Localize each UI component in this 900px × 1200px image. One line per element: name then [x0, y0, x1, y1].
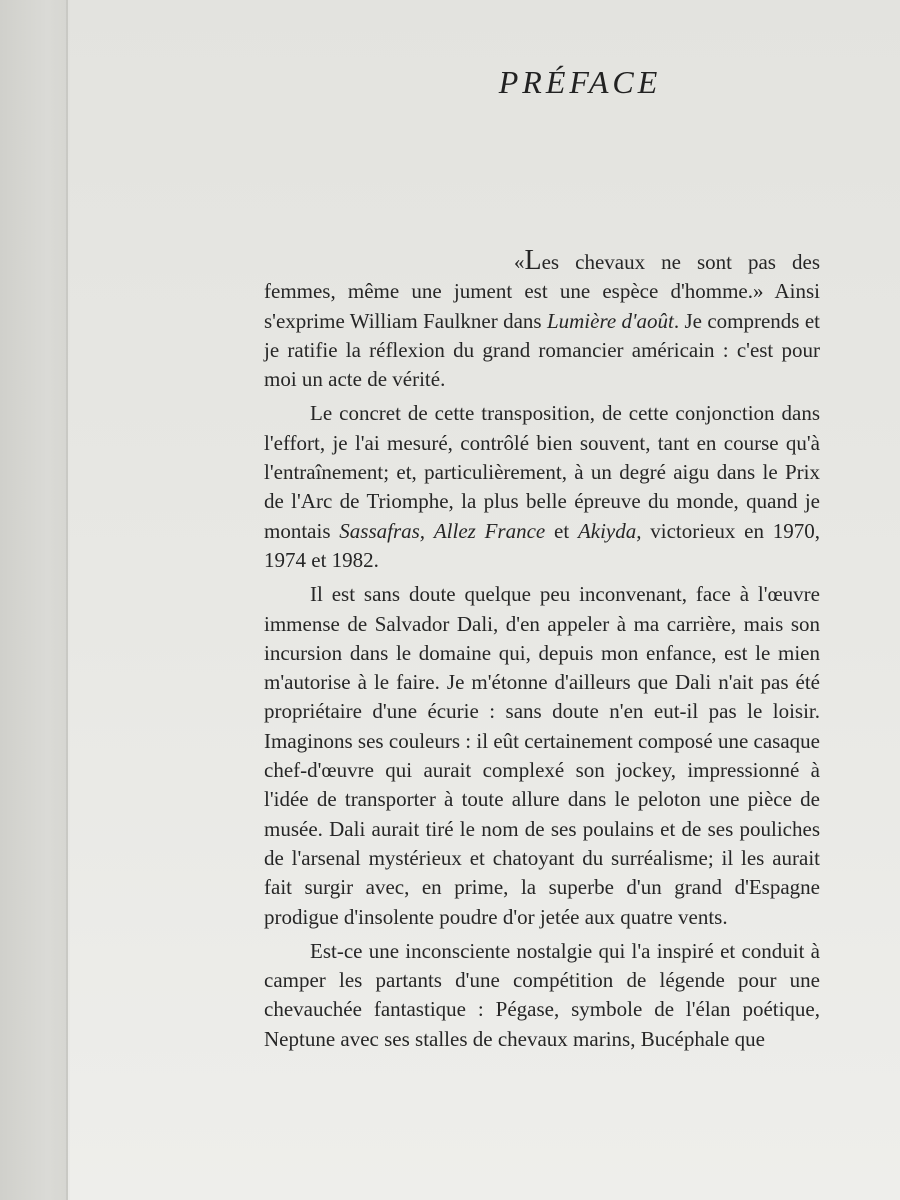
body-text	[264, 246, 820, 1059]
conjunction: et	[545, 518, 578, 543]
paragraph-3: Il est sans doute quelque peu inconvenant, face à l'œuvre immense de Salvador Dali, d'en appeler à ma carrière, mais son incursion dans le domaine qui, depuis mon enfance, est le mien m'autorise à le faire. Je m'étonne d'ailleurs que Dali n'ait pas été propriétaire d'une écurie : sans doute n'en eut-il pas le loisir. Imaginons ses couleurs : il eût certainement composé une casaque chef-d'œuvre qui aurait complexé son jockey, impressionné à l'idée de transporter à toute allure dans le peloton une pièce de musée. Dali aurait tiré le nom de ses poulains et de ses pouliches de l'arsenal mystérieux et chatoyant du surréalisme; il les aurait fait surgir avec, en prime, la superbe d'un grand d'Espagne prodigue d'insolente poudre d'or jetée aux quatre vents.	[264, 582, 820, 929]
opening-quote: «	[514, 250, 525, 274]
paragraph-1-text-a: es chevaux ne sont pas des femmes, même une jument est une espèce d'homme.» Ainsi s'exprime William Faulkner dans	[264, 250, 820, 333]
book-page	[70, 0, 900, 1200]
paragraph-2-text-b: victorieux en 1970, 1974 et 1982.	[264, 518, 821, 572]
paragraph-4: Est-ce une inconsciente nostalgie qui l'a inspiré et conduit à camper les partants d'une compétition de légende pour une chevauchée fantastique : Pégase, symbole de l'élan poétique, Neptune avec ses stalles de chevaux marins, Bucéphale que	[264, 938, 820, 1051]
paragraph-1-text-b: . Je comprends et je ratifie la réflexion du grand romancier américain : c'est pour moi un acte de vérité.	[264, 308, 820, 392]
drop-capital: L	[524, 245, 542, 276]
previous-page-edge	[0, 0, 68, 1200]
paragraph-2-text-a: Le concret de cette transposition, de cette conjonction dans l'effort, je l'ai mesuré, contrôlé bien souvent, tant en course qu'à l'entraînement; et, particulièrement, à un degré aigu dans le Prix de l'Arc de Triomphe, la plus belle épreuve du monde, quand je montais	[264, 401, 820, 543]
paragraph-1	[264, 246, 820, 394]
horse-name-allez-france: Allez France	[433, 518, 546, 543]
page-title: PRÉFACE	[498, 64, 662, 100]
horse-name-sassafras: Sassafras,	[339, 518, 426, 543]
horse-name-akiyda: Akiyda,	[577, 518, 642, 543]
paragraph-2	[264, 399, 820, 575]
book-title-reference: Lumière d'août	[546, 308, 674, 333]
